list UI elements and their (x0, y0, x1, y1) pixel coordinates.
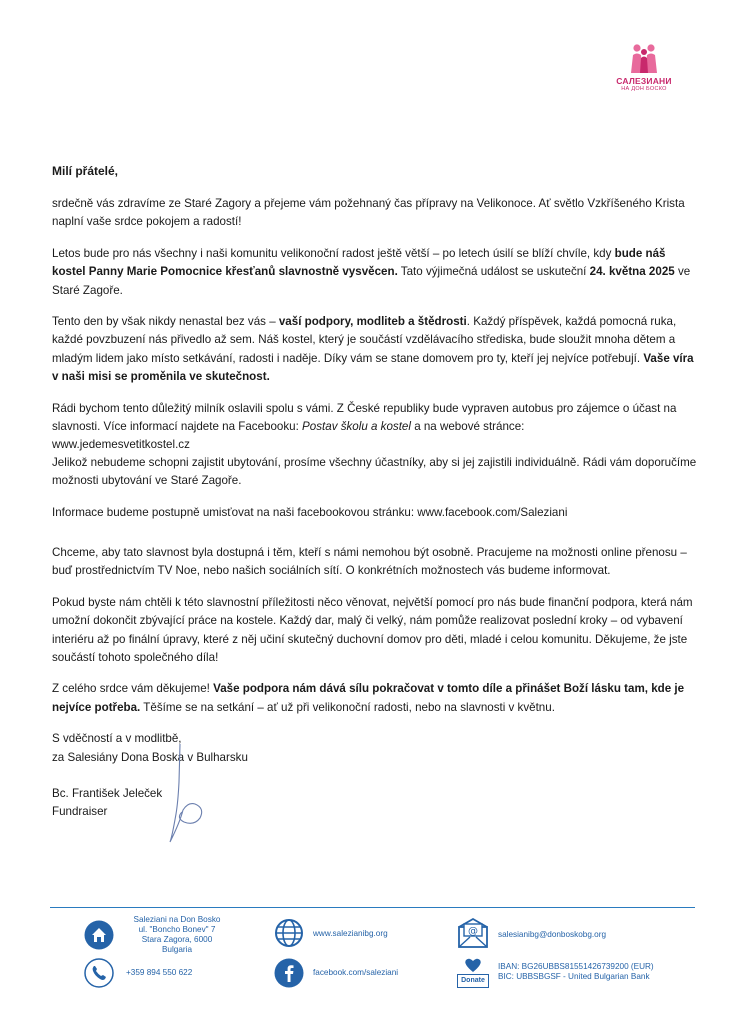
letter-body (52, 162, 702, 835)
salesians-figures-icon (627, 42, 661, 74)
paragraph-2: Letos bude pro nás všechny i naši komunitu velikonoční radost ještě větší – po letech úsilí se blíží chvíle, kdy bude náš kostel Panny Marie Pomocnice křesťanů slavnostně vysvěcen. Tato výjimečná událost se uskuteční 24. května 2025 ve Staré Zagoře. (52, 247, 691, 297)
donate-box-icon (455, 956, 491, 989)
paragraph-3: Tento den by však nikdy nenastal bez vás – vaší podpory, modliteb a štědrosti. Každý příspěvek, každá pomocná ruka, každé povzbuzení nás přivedlo až sem. Náš kostel, který je součástí vzdělávacího střediska, bude sloužit mnoha dětem a mladým lidem jako místo setkávání, radosti i naděje. Díky vám se stane domovem pro ty, kteří jej nejvíce potřebují. Vaše víra v naši misi se proměnila ve skutečnost. (52, 315, 694, 383)
closing: S vděčností a v modlitbě, za Salesiány Dona Boska v Bulharsku (52, 732, 248, 764)
salesians-logo (614, 42, 674, 92)
paragraph-7: Pokud byste nám chtěli k této slavnostní příležitosti něco věnovat, největší pomocí pro nás bude finanční podpora, která nám umožní dokončit zbývající práce na kostele. Každý dar, malý či velký, nám pomůže realizovat poslední kroky – od vybavení interiéru až po finální úpravy, které z něj učiní skutečný duchovní domov pro děti, mladé i celou komunitu. Děkujeme, že jste součástí tohoto společného díla! (52, 596, 693, 664)
paragraph-4: Rádi bychom tento důležitý milník oslavili spolu s vámi. Z České republiky bude vypraven autobus pro zájemce o účast na slavnosti. Více informací najdete na Facebooku: Postav školu a kostel a na webové stránce: www.jedemesvetitkostel.cz Jelikož nebudeme schopni zajistit ubytování, prosíme všechny účastníky, aby si jej zajistili individuálně. Rádi vám doporučíme možnosti ubytování ve Staré Zagoře. (52, 401, 697, 488)
address-block: Saleziani na Don Bosko ul. "Boncho Bonev" 7 Stara Zagora, 6000 Bulgaria (133, 915, 221, 954)
paragraph-8: Z celého srdce vám děkujeme! Vaše podpora nám dává sílu pokračovat v tomto díle a přinášet Boží lásku tam, kde je nejvíce potřeba. Těšíme se na setkání – ať už při velikonoční radosti, nebo na slavnosti v květnu. (52, 682, 685, 714)
email-icon (457, 917, 489, 949)
logo-text-line2: НА ДОН БОСКО (621, 86, 667, 92)
phone-icon (84, 958, 114, 988)
donate-label: Donate (457, 974, 489, 988)
heart-icon (455, 956, 491, 974)
signature-block: Bc. František Jeleček Fundraiser (52, 786, 163, 818)
logo-text-line1: САЛЕЗИАНИ (616, 76, 672, 86)
footer-divider (50, 907, 695, 908)
website-link[interactable]: www.salezianibg.org (313, 929, 388, 938)
svg-text:@: @ (468, 926, 478, 937)
facebook-link[interactable]: facebook.com/saleziani (313, 968, 399, 977)
greeting: Milí přátelé, (52, 164, 119, 178)
paragraph-1: srdečně vás zdravíme ze Staré Zagory a přejeme vám požehnaný čas přípravy na Velikonoce. Ať světlo Vzkříšeného Krista naplní vaše srdce pokojem a radostí! (52, 197, 685, 229)
iban: IBAN: BG26UBBS81551426739200 (EUR) (498, 962, 654, 971)
paragraph-6: Chceme, aby tato slavnost byla dostupná i těm, kteří s námi nemohou být osobně. Pracujeme na možnosti online přenosu – buď prostřednictvím TV Noe, nebo našich sociálních sítí. O konkrétních možnostech vás budeme informovat. (52, 546, 687, 578)
handwritten-signature (150, 742, 220, 852)
globe-icon (274, 918, 304, 948)
event-website-link[interactable]: www.jedemesvetitkostel.cz (52, 437, 190, 451)
email-address[interactable]: salesianibg@donboskobg.org (498, 930, 607, 939)
phone-number[interactable]: +359 894 550 622 (126, 968, 193, 977)
bank-details (498, 962, 654, 982)
bic: BIC: UBBSBGSF - United Bulgarian Bank (498, 972, 650, 981)
home-icon (84, 920, 114, 950)
paragraph-5: Informace budeme postupně umisťovat na naši facebookovou stránku: www.facebook.com/Saleziani (52, 506, 568, 520)
facebook-icon (274, 958, 304, 988)
